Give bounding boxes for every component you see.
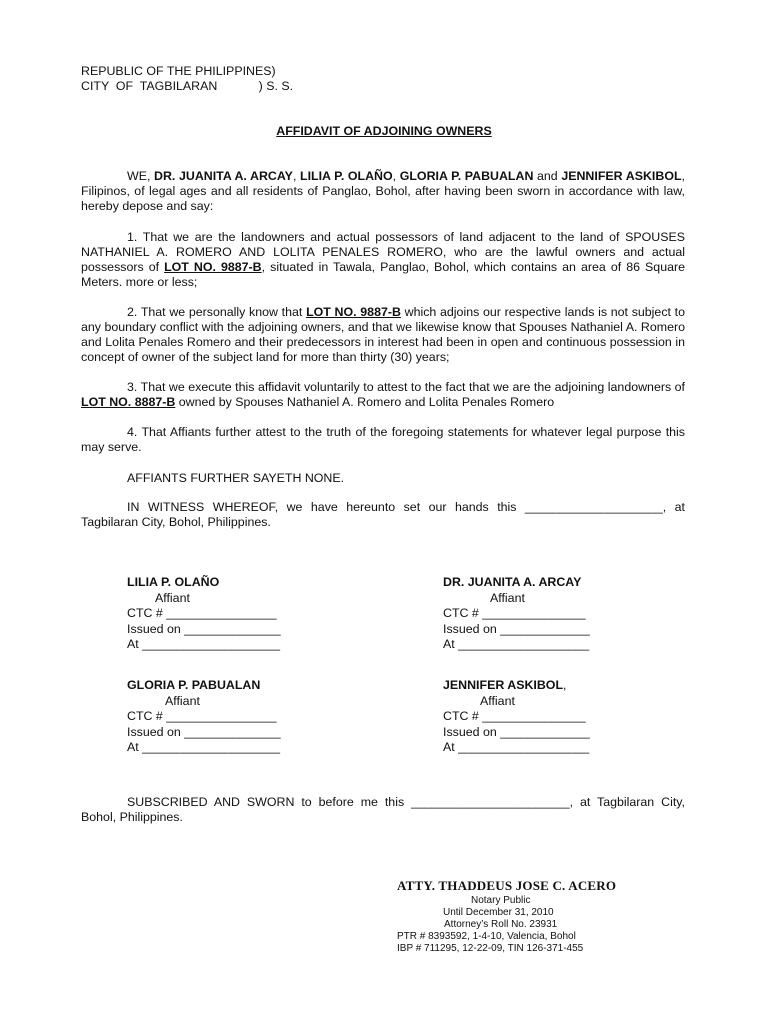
caption-city: CITY OF TAGBILARAN ) S. S. bbox=[81, 79, 294, 93]
intro-rest: , Filipinos, of legal ages and all residents of Panglao, Bohol, after having been sworn in accordance with law, hereby depose and say: bbox=[81, 169, 685, 213]
paragraph-3 bbox=[81, 380, 685, 410]
notary-block bbox=[397, 878, 657, 955]
signatory-name-suffix: , bbox=[563, 678, 567, 692]
paragraph-2 bbox=[81, 305, 685, 365]
intro-separator: , bbox=[392, 169, 400, 183]
affiant-name-2: LILIA P. OLAÑO bbox=[300, 169, 393, 183]
paragraph-4: 4. That Affiants further attest to the truth of the foregoing statements for whatever legal purpose this may serve. bbox=[81, 425, 685, 454]
issued-on-line: Issued on _____________ bbox=[443, 621, 590, 636]
issued-at-line: At ____________________ bbox=[127, 740, 280, 754]
issued-at-line: At ___________________ bbox=[443, 740, 590, 754]
notary-title: Notary Public bbox=[471, 895, 531, 906]
signature-block-arcay bbox=[443, 575, 643, 653]
venue-caption bbox=[81, 64, 293, 94]
signatory-name-text: LILIA P. OLAÑO bbox=[127, 575, 220, 589]
signatory-role: Affiant bbox=[155, 590, 190, 605]
witness-clause: IN WITNESS WHEREOF, we have hereunto set our hands this ____________________, at Tagbilaran City, Bohol, Philippines. bbox=[81, 500, 685, 529]
signatory-role: Affiant bbox=[480, 693, 515, 708]
paragraph-3-text-end: owned by Spouses Nathaniel A. Romero and Lolita Penales Romero bbox=[175, 395, 555, 409]
signatory-name bbox=[443, 575, 643, 591]
jurat: SUBSCRIBED AND SWORN to before me this _______________________, at Tagbilaran City, Bohol, Philippines. bbox=[81, 795, 685, 824]
affiant-name-4: JENNIFER ASKIBOL bbox=[561, 169, 682, 183]
issued-on-line: Issued on ______________ bbox=[127, 724, 281, 739]
paragraph-1 bbox=[81, 230, 685, 290]
issued-at-line: At ___________________ bbox=[443, 637, 590, 651]
issued-at-line: At ____________________ bbox=[127, 637, 280, 651]
issued-on-line: Issued on _____________ bbox=[443, 724, 590, 739]
notary-roll-number: Attorney’s Roll No. 23931 bbox=[444, 919, 558, 930]
signature-block-olano bbox=[127, 575, 327, 653]
notary-ibp: IBP # 711295, 12-22-09, TIN 126-371-455 bbox=[397, 943, 584, 954]
paragraph-1-text-end: , situated in Tawala, Panglao, Bohol, which contains an area of 86 Square Meters. more or less; bbox=[81, 260, 685, 289]
signatory-name bbox=[443, 678, 643, 694]
ctc-line: CTC # _______________ bbox=[443, 606, 586, 620]
signatory-role: Affiant bbox=[165, 693, 200, 708]
signatory-name-text: GLORIA P. PABUALAN bbox=[127, 678, 261, 692]
signatory-name bbox=[127, 678, 327, 694]
paragraph-2-text: 2. That we personally know that bbox=[127, 305, 307, 319]
notary-name: ATTY. THADDEUS JOSE C. ACERO bbox=[397, 878, 617, 893]
lot-number: LOT NO. 8887-B bbox=[81, 395, 176, 409]
signatory-name-text: JENNIFER ASKIBOL bbox=[443, 678, 564, 692]
signatory-name bbox=[127, 575, 327, 591]
notary-commission: Until December 31, 2010 bbox=[443, 907, 554, 918]
affiants-sayeth-none: AFFIANTS FURTHER SAYETH NONE. bbox=[127, 471, 345, 485]
ctc-line: CTC # ________________ bbox=[127, 709, 277, 723]
ctc-line: CTC # ________________ bbox=[127, 606, 277, 620]
affiant-name-1: DR. JUANITA A. ARCAY bbox=[154, 169, 293, 183]
caption-republic: REPUBLIC OF THE PHILIPPINES) bbox=[81, 64, 276, 78]
intro-separator: , bbox=[292, 169, 301, 183]
notary-ptr: PTR # 8393592, 1-4-10, Valencia, Bohol bbox=[397, 931, 576, 942]
document-title: AFFIDAVIT OF ADJOINING OWNERS bbox=[276, 124, 492, 138]
intro-we: WE, bbox=[127, 169, 155, 183]
intro-and: and bbox=[533, 169, 562, 183]
paragraph-2-text-end: which adjoins our respective lands is not subject to any boundary conflict with the adjoining owners, and that we likewise know that Spouses Nathaniel A. Romero and Lolita Penales Romero and their predecessors in interest had been in open and continuous possession in concept of owner of the subject land for more than thirty (30) years; bbox=[81, 305, 685, 364]
lot-number: LOT NO. 9887-B bbox=[306, 305, 401, 319]
signature-block-askibol bbox=[443, 678, 643, 756]
ctc-line: CTC # _______________ bbox=[443, 709, 586, 723]
intro-paragraph bbox=[81, 169, 685, 214]
paragraph-1-text: 1. That we are the landowners and actual possessors of land adjacent to the land of SPOUSES NATHANIEL A. ROMERO AND LOLITA PENALES ROMERO, who are the lawful owners and actual possessors of bbox=[81, 230, 685, 274]
signature-block-pabualan bbox=[127, 678, 327, 756]
signatory-role: Affiant bbox=[490, 590, 525, 605]
lot-number: LOT NO. 9887-B bbox=[164, 260, 262, 274]
affiant-name-3: GLORIA P. PABUALAN bbox=[399, 169, 534, 183]
paragraph-3-text: 3. That we execute this affidavit voluntarily to attest to the fact that we are the adjoining landowners of bbox=[127, 380, 685, 394]
issued-on-line: Issued on ______________ bbox=[127, 621, 281, 636]
signatory-name-text: DR. JUANITA A. ARCAY bbox=[443, 575, 582, 589]
